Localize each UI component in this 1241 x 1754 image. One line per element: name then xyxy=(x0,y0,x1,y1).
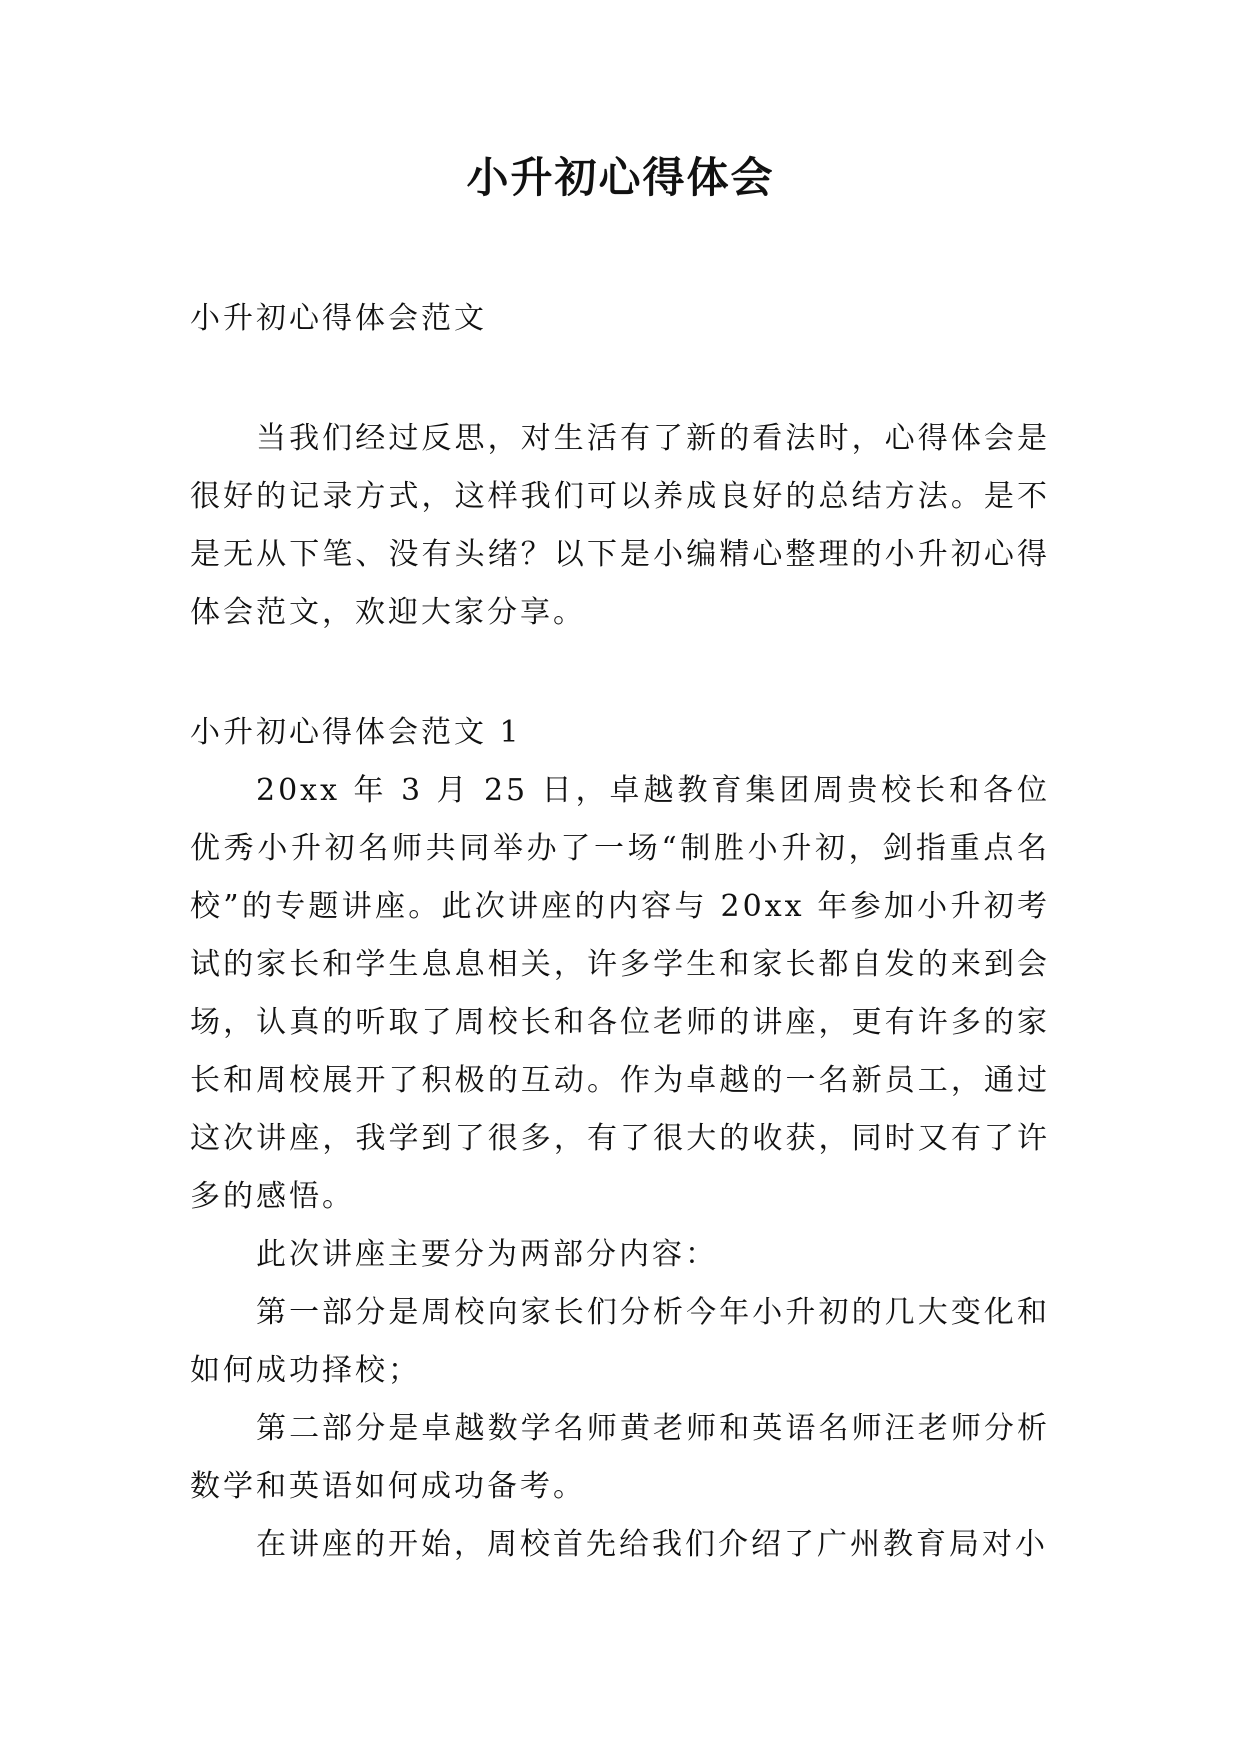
intro-paragraph: 当我们经过反思，对生活有了新的看法时，心得体会是很好的记录方式，这样我们可以养成良好的总结方法。是不是无从下笔、没有头绪？以下是小编精心整理的小升初心得体会范文，欢迎大家分享。 xyxy=(190,421,1050,630)
paragraph: 第一部分是周校向家长们分析今年小升初的几大变化和如何成功择校； xyxy=(190,1295,1050,1388)
paragraph: 第二部分是卓越数学名师黄老师和英语名师汪老师分析数学和英语如何成功备考。 xyxy=(190,1411,1050,1504)
document-body xyxy=(190,290,1050,1574)
document-title: 小升初心得体会 xyxy=(466,153,775,202)
paragraph: 在讲座的开始，周校首先给我们介绍了广州教育局对小 xyxy=(256,1527,1048,1562)
subtitle: 小升初心得体会范文 xyxy=(190,301,487,336)
paragraph: 此次讲座主要分为两部分内容： xyxy=(256,1237,718,1272)
section-heading: 小升初心得体会范文 1 xyxy=(190,715,522,750)
paragraph: 20xx 年 3 月 25 日，卓越教育集团周贵校长和各位优秀小升初名师共同举办了一场“制胜小升初，剑指重点名校”的专题讲座。此次讲座的内容与 20xx 年参加小升初考试的家长和学生息息相关，许多学生和家长都自发的来到会场，认真的听取了周校长和各位老师的讲座，更有许多的家长和周校展开了积极的互动。作为卓越的一名新员工，通过这次讲座，我学到了很多，有了很大的收获，同时又有了许多的感悟。 xyxy=(190,773,1050,1214)
